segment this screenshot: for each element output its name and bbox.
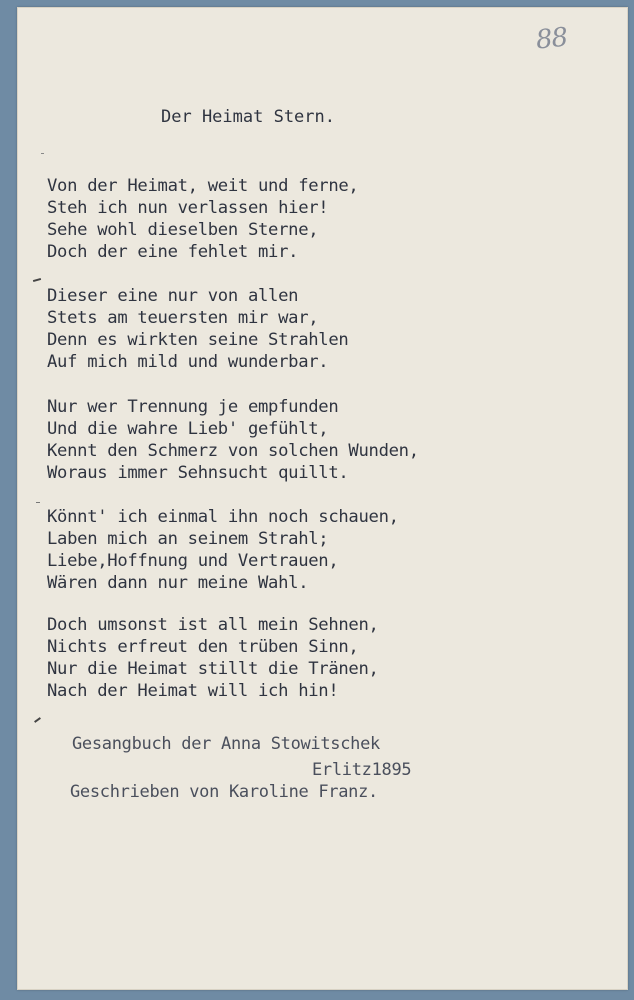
poem-line: Denn es wirkten seine Strahlen (47, 330, 349, 350)
poem-line: Dieser eine nur von allen (47, 286, 299, 306)
poem-line: Nichts erfreut den trüben Sinn, (47, 637, 359, 657)
stanza-5 (47, 614, 379, 702)
poem-line: Nur die Heimat stillt die Tränen, (47, 659, 379, 679)
poem-line: Von der Heimat, weit und ferne, (47, 176, 359, 196)
stanza-4 (47, 506, 399, 594)
page-number: 88 (534, 22, 569, 56)
poem-line: Stets am teuersten mir war, (47, 308, 319, 328)
poem-line: Kennt den Schmerz von solchen Wunden, (47, 441, 419, 461)
poem-line: Doch umsonst ist all mein Sehnen, (47, 615, 379, 635)
stanza-2 (47, 285, 348, 373)
poem-line: Wären dann nur meine Wahl. (47, 573, 309, 593)
margin-mark (36, 502, 40, 503)
poem-line: Laben mich an seinem Strahl; (47, 529, 329, 549)
poem-line: Auf mich mild und wunderbar. (47, 352, 329, 372)
poem-line: Und die wahre Lieb' gefühlt, (47, 419, 329, 439)
stanza-1 (47, 175, 358, 263)
margin-mark (41, 153, 44, 154)
poem-line: Sehe wohl dieselben Sterne, (47, 220, 319, 240)
written-by-credit: Geschrieben von Karoline Franz. (70, 782, 378, 802)
poem-line: Nur wer Trennung je empfunden (47, 397, 339, 417)
stanza-3 (47, 396, 419, 484)
place-year: Erlitz1895 (312, 760, 412, 780)
poem-line: Liebe,Hoffnung und Vertrauen, (47, 551, 339, 571)
poem-line: Doch der eine fehlet mir. (47, 242, 299, 262)
poem-line: Könnt' ich einmal ihn noch schauen, (47, 507, 399, 527)
poem-line: Woraus immer Sehnsucht quillt. (47, 463, 349, 483)
songbook-credit: Gesangbuch der Anna Stowitschek (72, 734, 380, 754)
poem-line: Nach der Heimat will ich hin! (47, 681, 339, 701)
document-page (17, 7, 628, 990)
poem-title: Der Heimat Stern. (161, 107, 335, 127)
poem-line: Steh ich nun verlassen hier! (47, 198, 329, 218)
